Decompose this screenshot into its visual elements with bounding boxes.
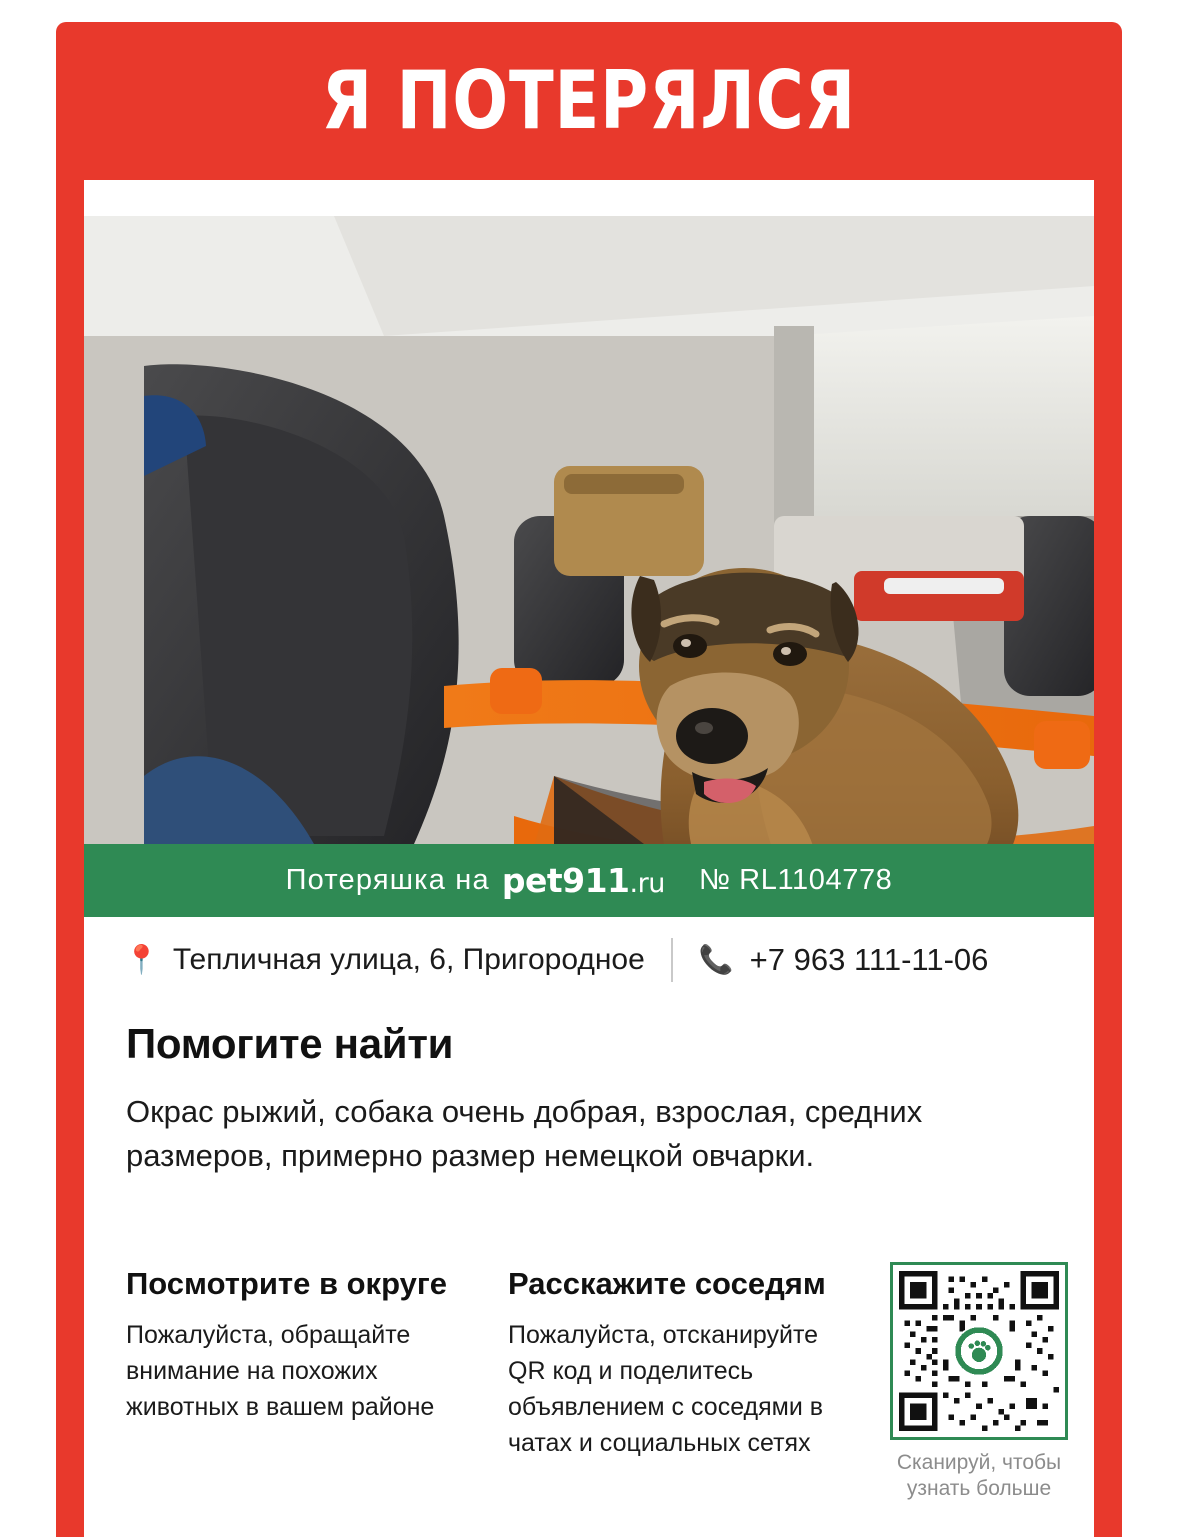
location-pin-icon: 📍 — [124, 944, 159, 975]
instruction-column-tell-neighbours — [508, 1265, 848, 1461]
pet911-logo[interactable] — [502, 861, 665, 900]
case-number: № RL1104778 — [698, 864, 893, 896]
address-block — [124, 943, 645, 977]
column-heading: Посмотрите в округе — [126, 1266, 447, 1301]
qr-caption: Сканируй, чтобы узнать больше — [896, 1451, 1062, 1500]
telephone-icon: 📞 — [698, 944, 734, 975]
column-text: Пожалуйста, обращайте внимание на похожих животных в вашем районе — [126, 1321, 435, 1421]
phone-block[interactable] — [699, 942, 989, 978]
instruction-columns — [126, 1265, 916, 1461]
column-heading: Расскажите соседям — [508, 1266, 826, 1301]
qr-code-image — [899, 1271, 1059, 1431]
column-text: Пожалуйста, отсканируйте QR код и поделитесь объявлением с соседями в чатах и социальных сетях — [508, 1321, 824, 1457]
poster-banner — [56, 22, 1122, 180]
instruction-column-look-around — [126, 1265, 466, 1461]
banner-title: Я ПОТЕРЯЛСЯ — [321, 54, 857, 147]
pet911-logo-name: pet911 — [501, 861, 630, 900]
qr-code[interactable] — [890, 1262, 1068, 1440]
source-bar — [84, 844, 1094, 917]
pet911-logo-tld: .ru — [629, 868, 665, 899]
phone-number: +7 963 111-11-06 — [749, 942, 989, 977]
pet-photo-illustration — [84, 216, 1094, 844]
poster-card — [84, 180, 1094, 1537]
source-prefix: Потеряшка на — [285, 864, 490, 896]
qr-block — [890, 1262, 1068, 1502]
contact-divider — [671, 938, 673, 982]
poster-frame — [56, 22, 1122, 1537]
help-title: Помогите найти — [126, 1020, 454, 1067]
help-description: Окрас рыжий, собака очень добрая, взрослая, средних размеров, примерно размер немецкой овчарки. — [126, 1094, 923, 1173]
contact-row — [84, 917, 1094, 1003]
pet-photo — [84, 216, 1094, 844]
address-text: Тепличная улица, 6, Пригородное — [172, 943, 645, 976]
